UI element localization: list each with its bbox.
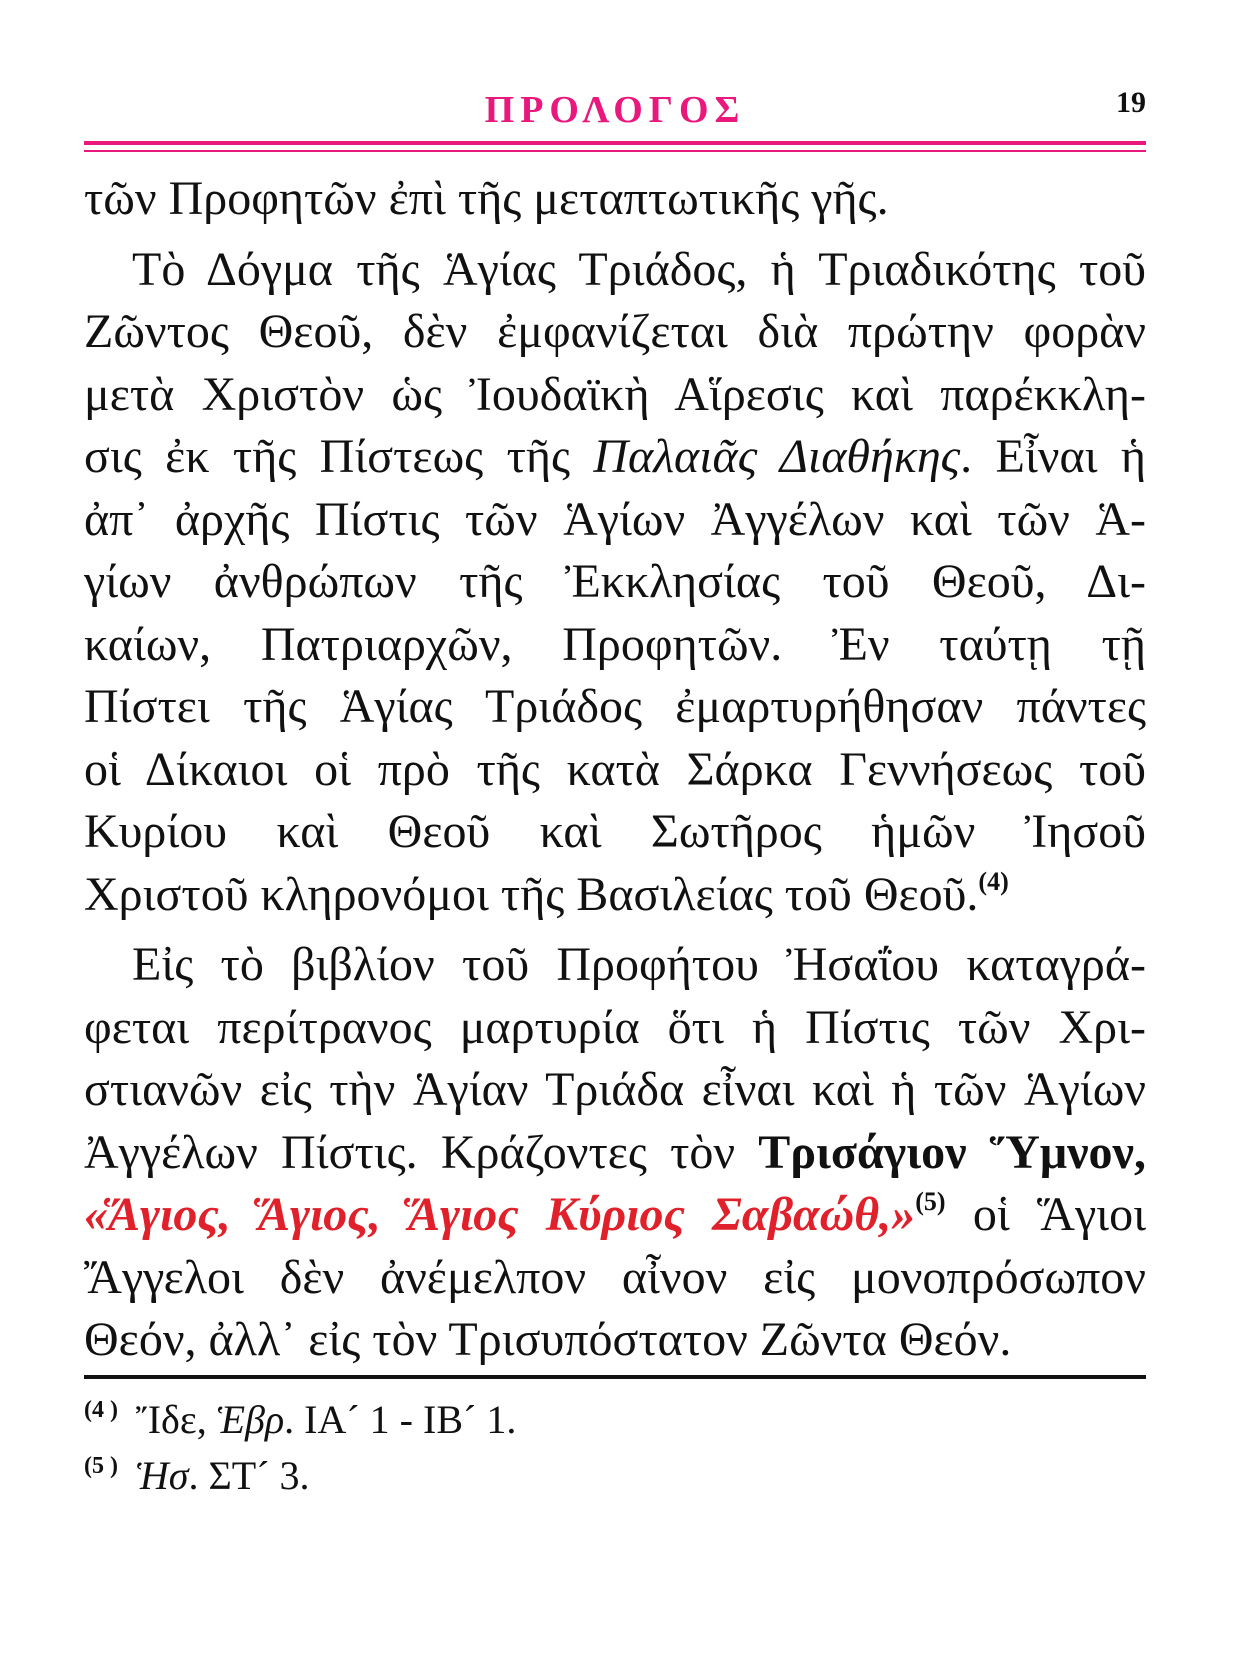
text-line: μετὰ Χριστὸν ὡς Ἰουδαϊκὴ Αἵρεσις καὶ παρέκκλη- (84, 367, 1146, 421)
text-line: Ἄγγελοι δὲν ἀνέμελπον αἶνον εἰς μονοπρόσωπον (84, 1250, 1146, 1304)
footnote-text: Ἴδε, (125, 1397, 217, 1442)
footnotes (84, 1392, 1146, 1504)
text-line: φεται περίτρανος μαρτυρία ὅτι ἡ Πίστις τῶν Χρι- (84, 1000, 1146, 1054)
text-line: Πίστει τῆς Ἁγίας Τριάδος ἐμαρτυρήθησαν πάντες (84, 680, 1146, 733)
text-run: . Εἶναι ἡ (960, 430, 1147, 483)
header-rule-thick (84, 141, 1146, 145)
text-line: Θεόν, ἀλλ᾿ εἰς τὸν Τρισυπόστατον Ζῶντα Θεόν. (84, 1313, 1012, 1366)
text-line (84, 426, 1146, 489)
text-line: στιανῶν εἰς τὴν Ἁγίαν Τριάδα εἶναι καὶ ἡ τῶν Ἁγίων (84, 1063, 1146, 1116)
footnote-4 (84, 1392, 1146, 1448)
paragraph-isaiah (84, 934, 1146, 1372)
footnote-ref-4: (4) (978, 866, 1009, 896)
footnote-book-abbrev: Ἡσ (135, 1453, 189, 1498)
text-line (84, 864, 1146, 927)
text-run: οἱ Ἅγιοι (945, 1188, 1147, 1241)
footnote-book-abbrev: Ἑβρ (216, 1397, 285, 1442)
italic-book-title: Παλαιᾶς Διαθήκης (593, 430, 961, 483)
text-line: οἱ Δίκαιοι οἱ πρὸ τῆς κατὰ Σάρκα Γεννήσεως τοῦ (84, 742, 1146, 796)
footnote-mark: (4 ) (84, 1397, 118, 1423)
running-title: ΠΡΟΛΟΓΟΣ (484, 89, 746, 131)
text-line (84, 1184, 1146, 1247)
footnote-mark: (5 ) (84, 1453, 118, 1479)
text-line: Εἰς τὸ βιβλίον τοῦ Προφήτου Ἠσαΐου καταγρά- (132, 938, 1146, 991)
text-line: Κυρίου καὶ Θεοῦ καὶ Σωτῆρος ἡμῶν Ἰησοῦ (84, 805, 1146, 858)
bold-hymn-name: Τρισάγιον Ὕμνον, (758, 1125, 1146, 1179)
page-number: 19 (1116, 86, 1146, 119)
text-run: Χριστοῦ κληρονόμοι τῆς Βασιλείας τοῦ Θεοῦ. (84, 867, 979, 921)
body-text (84, 168, 1146, 1372)
footnote-rule (84, 1375, 1146, 1379)
text-line: τῶν Προφητῶν ἐπὶ τῆς μεταπτωτικῆς γῆς. (84, 172, 889, 225)
text-run: Ἀγγέλων Πίστις. Κράζοντες τὸν (84, 1125, 759, 1179)
running-header (84, 80, 1146, 140)
text-run: σις ἐκ τῆς Πίστεως τῆς (84, 430, 594, 483)
footnote-5 (84, 1448, 1146, 1504)
text-line: γίων ἀνθρώπων τῆς Ἐκκλησίας τοῦ Θεοῦ, Δι- (84, 555, 1146, 608)
footnote-text: . ΣΤ´ 3. (188, 1453, 310, 1498)
footnote-text (126, 1453, 136, 1498)
footnote-text: . ΙΑ´ 1 - ΙΒ´ 1. (284, 1397, 517, 1442)
text-line (84, 1122, 1146, 1185)
footnote-ref-5: (5) (915, 1187, 946, 1216)
text-line: καίων, Πατριαρχῶν, Προφητῶν. Ἐν ταύτῃ τῇ (84, 617, 1146, 671)
header-rule-thin (84, 150, 1146, 152)
text-line: Ζῶντος Θεοῦ, δὲν ἐμφανίζεται διὰ πρώτην φορὰν (84, 305, 1146, 358)
red-trisagion-quote: «Ἅγιος, Ἅγιος, Ἅγιος Κύριος Σαβαώθ,» (84, 1188, 916, 1241)
paragraph-holy-trinity (84, 239, 1146, 927)
text-line: ἀπ᾿ ἀρχῆς Πίστις τῶν Ἁγίων Ἀγγέλων καὶ τῶν Ἁ- (84, 492, 1146, 546)
text-line: Τὸ Δόγμα τῆς Ἁγίας Τριάδος, ἡ Τριαδικότης τοῦ (132, 242, 1146, 296)
